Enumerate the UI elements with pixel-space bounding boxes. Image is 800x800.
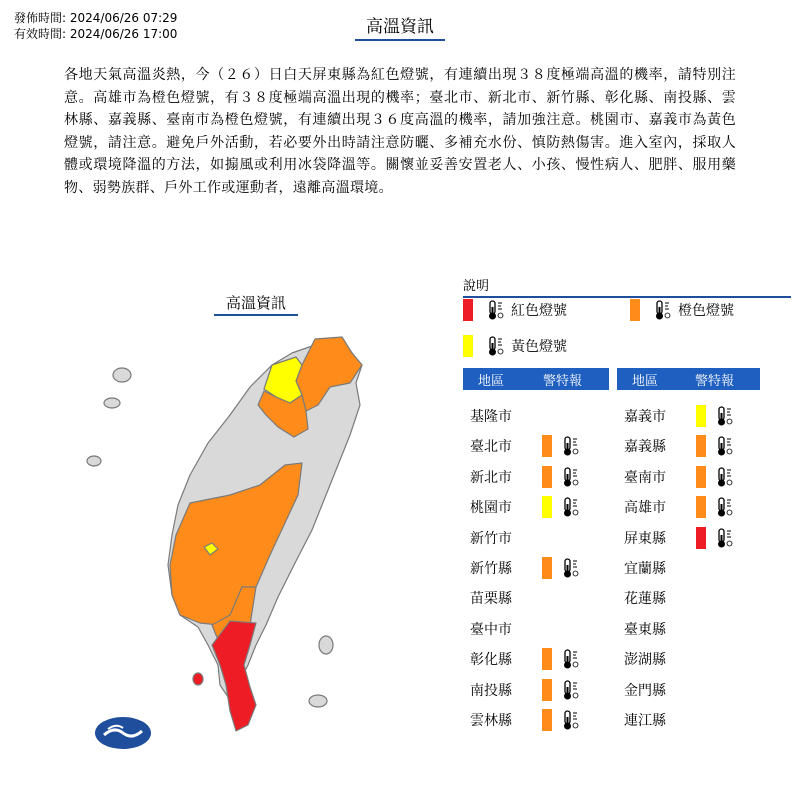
- warning-swatch-red: [696, 527, 706, 549]
- legend-item-red: [463, 299, 567, 321]
- warning-swatch-orange: [542, 435, 552, 457]
- swatch-red: [463, 299, 473, 321]
- issued-time: 發佈時間: 2024/06/26 07:29: [14, 11, 178, 25]
- thermometer-red-icon: [483, 299, 505, 321]
- col-region-header: 地區: [478, 373, 505, 389]
- taiwan-map: [80, 325, 410, 745]
- region-name: 花蓮縣: [624, 591, 666, 608]
- warning-swatch-orange: [542, 679, 552, 701]
- warning-swatch-orange: [696, 496, 706, 518]
- map-island-penghu: [113, 368, 131, 382]
- warning-indicator: [696, 435, 734, 457]
- region-name: 嘉義市: [624, 409, 666, 425]
- warning-swatch-orange: [542, 648, 552, 670]
- issue-info: [14, 10, 177, 42]
- region-name: 臺中市: [470, 621, 512, 638]
- warning-swatch-orange: [542, 557, 552, 579]
- thermometer-yellow-icon: [712, 405, 734, 427]
- map-island-matsu: [104, 398, 120, 408]
- warning-swatch-orange: [696, 466, 706, 488]
- legend-item-orange: [630, 299, 734, 321]
- map-island-kinmen: [87, 456, 101, 466]
- legend-label-orange: 橙色燈號: [678, 303, 734, 319]
- warning-swatch-yellow: [696, 405, 706, 427]
- thermometer-orange-icon: [712, 466, 734, 488]
- warning-indicator: [542, 466, 580, 488]
- thermometer-orange-icon: [558, 466, 580, 488]
- warning-indicator: [542, 557, 580, 579]
- thermometer-orange-icon: [558, 557, 580, 579]
- region-name: 南投縣: [470, 682, 512, 699]
- map-island-orchid: [309, 695, 327, 707]
- region-name: 基隆市: [470, 409, 512, 425]
- region-name: 桃園市: [470, 500, 512, 517]
- legend-item-yellow: [463, 335, 567, 357]
- valid-time: 有效時間: 2024/06/26 17:00: [14, 27, 178, 41]
- warning-indicator: [542, 648, 580, 670]
- warning-indicator: [542, 435, 580, 457]
- thermometer-orange-icon: [712, 435, 734, 457]
- cwa-logo-icon: [94, 716, 152, 750]
- region-name: 苗栗縣: [470, 591, 512, 608]
- thermometer-yellow-icon: [483, 335, 505, 357]
- warning-indicator: [696, 466, 734, 488]
- warning-indicator: [696, 405, 734, 427]
- swatch-yellow: [463, 335, 473, 357]
- warning-indicator: [696, 496, 734, 518]
- warning-swatch-orange: [542, 709, 552, 731]
- legend-label-red: 紅色燈號: [511, 303, 567, 319]
- thermometer-orange-icon: [558, 648, 580, 670]
- warning-indicator: [542, 496, 580, 518]
- region-name: 臺南市: [624, 469, 666, 486]
- thermometer-orange-icon: [558, 679, 580, 701]
- thermometer-orange-icon: [558, 709, 580, 731]
- description-text: 各地天氣高溫炎熱，今（２６）日白天屏東縣為紅色燈號，有連續出現３８度極端高溫的機率，請特別注意。高雄市為橙色燈號，有３８度極端高溫出現的機率；臺北市、新北市、新竹縣、彰化縣、南投縣、雲林縣、嘉義縣、臺南市為橙色燈號，有連續出現３６度高溫的機率，請加強注意。桃園市、嘉義市為黃色燈號，請注意。避免戶外活動，若必要外出時請注意防曬、多補充水份、慎防熱傷害。進入室內，採取人體或環境降溫的方法，如搧風或利用冰袋降溫等。關懷並妥善安置老人、小孩、慢性病人、肥胖、服用藥物、弱勢族群、戶外工作或運動者，遠離高溫環境。: [64, 67, 736, 196]
- region-name: 宜蘭縣: [624, 561, 666, 577]
- region-name: 新竹市: [470, 530, 512, 547]
- warning-swatch-orange: [696, 435, 706, 457]
- map-island-liuqiu: [193, 673, 203, 685]
- thermometer-orange-icon: [650, 299, 672, 321]
- legend-title: 說明: [463, 275, 791, 298]
- table-header-right: [617, 368, 760, 390]
- warning-indicator: [696, 527, 734, 549]
- warning-indicator: [542, 709, 580, 731]
- table-header-left: [463, 368, 609, 390]
- region-name: 屏東縣: [624, 530, 666, 547]
- thermometer-orange-icon: [558, 435, 580, 457]
- warning-indicator: [542, 679, 580, 701]
- region-name: 澎湖縣: [624, 652, 666, 669]
- thermometer-orange-icon: [712, 496, 734, 518]
- page-title: 高溫資訊: [355, 12, 445, 41]
- map-island-green: [319, 636, 333, 654]
- warning-swatch-orange: [542, 466, 552, 488]
- col-warning-header: 警特報: [543, 373, 583, 389]
- region-name: 金門縣: [624, 682, 666, 699]
- region-name: 連江縣: [624, 713, 666, 729]
- col-warning-header: 警特報: [695, 373, 735, 389]
- swatch-orange: [630, 299, 640, 321]
- region-name: 新竹縣: [470, 561, 512, 577]
- region-name: 彰化縣: [470, 652, 512, 669]
- col-region-header: 地區: [632, 373, 659, 389]
- thermometer-yellow-icon: [558, 496, 580, 518]
- region-name: 臺東縣: [624, 621, 666, 638]
- warning-swatch-yellow: [542, 496, 552, 518]
- map-title: 高溫資訊: [214, 292, 298, 316]
- region-name: 雲林縣: [470, 713, 512, 729]
- thermometer-red-icon: [712, 527, 734, 549]
- region-name: 高雄市: [624, 500, 666, 517]
- region-name: 臺北市: [470, 439, 512, 456]
- region-name: 嘉義縣: [624, 439, 666, 456]
- region-name: 新北市: [470, 469, 512, 486]
- legend-label-yellow: 黃色燈號: [511, 339, 567, 355]
